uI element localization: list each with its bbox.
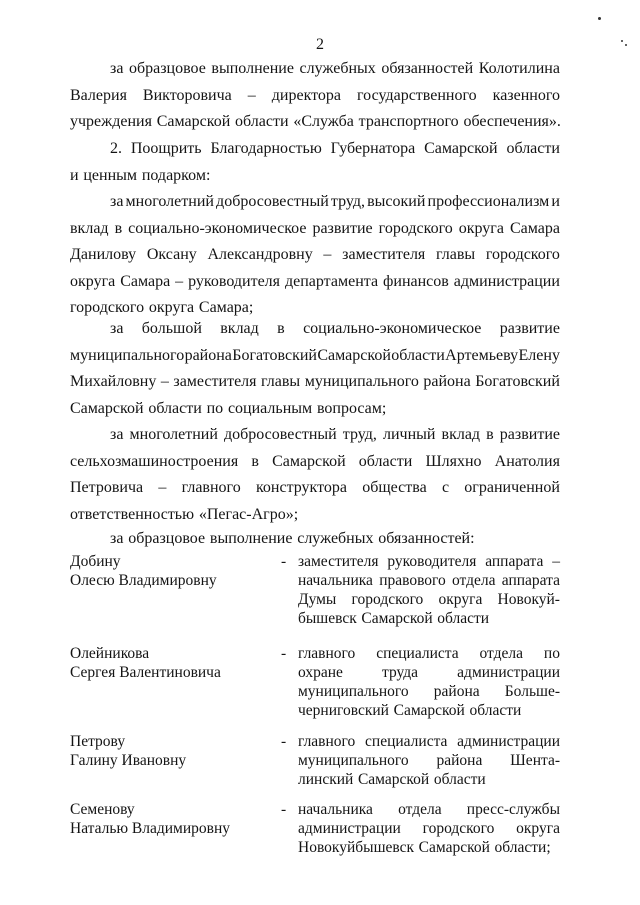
- paragraph-line: Валерия Викторовича – директора государственного казенного: [70, 86, 560, 104]
- paragraph-line: Данилову Оксану Александровну – заместителя главы городского: [70, 246, 560, 263]
- paragraph-line: и ценным подарком:: [70, 166, 211, 184]
- recipient-position: [298, 552, 560, 628]
- recipient-dash: -: [281, 645, 287, 662]
- paragraph: [70, 316, 560, 422]
- paragraph-line: за многолетний добросовестный труд, личный вклад в развитие: [110, 426, 560, 443]
- paragraph-line: городского округа Самара;: [70, 299, 254, 316]
- position-line: Новокуйбышевск Самарской области;: [298, 839, 551, 856]
- position-line: Думы городского округа Новокуй-: [298, 591, 560, 608]
- paragraph-line: учреждения Самарской области «Служба транспортного обеспечения».: [70, 113, 561, 130]
- paragraph: [70, 189, 560, 322]
- paragraph-line: вклад в социально-экономическое развитие городского округа Самара: [70, 219, 560, 237]
- position-line: линский Самарской области: [298, 771, 486, 788]
- recipient-name: Петрову Галину Ивановну: [70, 733, 187, 769]
- position-line: муниципального района Шента-: [298, 752, 560, 769]
- paragraph-line: за большой вклад в социально-экономическое развитие: [110, 320, 560, 337]
- paragraph-line: ответственностью «Пегас-Агро»;: [70, 505, 299, 523]
- scan-speck: [625, 44, 627, 46]
- recipient-dash: -: [281, 733, 287, 750]
- recipient-name: Семенову Наталью Владимировну: [70, 801, 231, 837]
- recipient-position: [298, 800, 560, 857]
- scan-speck: [621, 40, 623, 42]
- position-line: начальника отдела пресс-службы: [298, 801, 560, 818]
- paragraph: [70, 56, 560, 136]
- recipient-dash: -: [281, 553, 287, 570]
- page-number: 2: [316, 36, 324, 53]
- position-line: муниципального района Больше-: [298, 683, 560, 700]
- position-line: главного специалиста отдела по: [298, 645, 560, 662]
- paragraph-line: за многолетний добросовестный труд, высокий профессионализм и: [110, 193, 560, 210]
- recipient-name: Олейникова Сергея Валентиновича: [70, 645, 221, 681]
- paragraph-line: за образцовое выполнение служебных обязанностей Колотилина: [110, 60, 560, 77]
- recipient-position: [298, 644, 560, 720]
- scan-speck: [598, 17, 601, 20]
- paragraph: [70, 136, 560, 189]
- position-line: администрации городского округа: [298, 820, 560, 837]
- paragraph: [70, 422, 560, 528]
- recipient-name: Добину Олесю Владимировну: [70, 553, 217, 589]
- paragraph-line: за образцовое выполнение служебных обязанностей:: [110, 530, 475, 547]
- paragraph-line: 2. Поощрить Благодарностью Губернатора Самарской области: [110, 140, 560, 157]
- position-line: черниговский Самарской области: [298, 702, 522, 719]
- paragraph-line: Самарской области по социальным вопросам;: [70, 399, 387, 417]
- paragraph-line: муниципального района Богатовский Самарской области Артемьеву Елену: [70, 346, 560, 364]
- paragraph-line: Петровича – главного конструктора общества с ограниченной: [70, 479, 560, 496]
- recipient-position: [298, 732, 560, 789]
- position-line: охране труда администрации: [298, 664, 560, 681]
- position-line: главного специалиста администрации: [298, 733, 560, 750]
- position-line: заместителя руководителя аппарата –: [298, 553, 560, 570]
- paragraph-line: округа Самара – руководителя департамента финансов администрации: [70, 272, 560, 290]
- recipient-dash: -: [281, 801, 287, 818]
- paragraph-line: Михайловну – заместителя главы муниципального района Богатовский: [70, 373, 560, 390]
- paragraph-line: сельхозмашиностроения в Самарской области Шляхно Анатолия: [70, 452, 560, 470]
- paragraph: [70, 526, 560, 553]
- position-line: начальника правового отдела аппарата: [298, 572, 560, 589]
- position-line: бышевск Самарской области: [298, 610, 490, 627]
